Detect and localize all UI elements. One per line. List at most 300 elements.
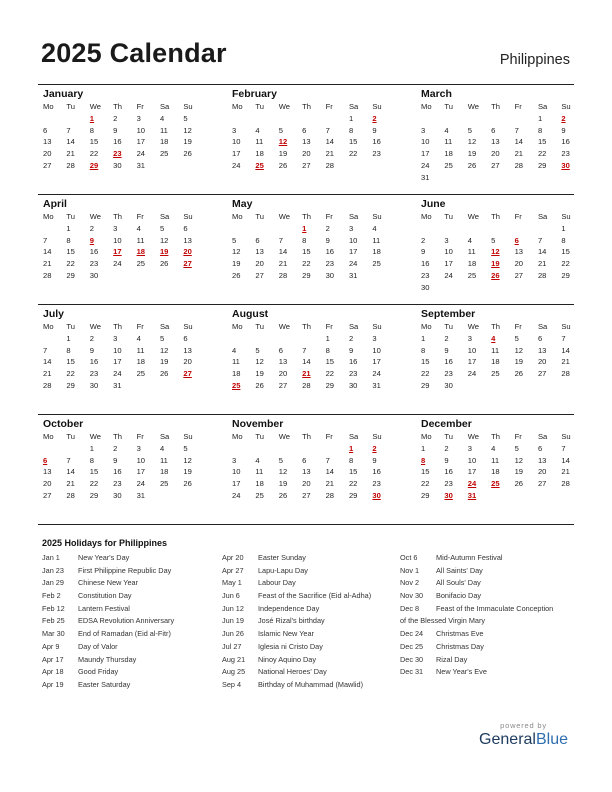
weekday-label: Mo <box>232 102 243 111</box>
holiday-day: 17 <box>113 247 122 257</box>
day-grid <box>421 443 574 502</box>
day-cell: 11 <box>372 235 381 245</box>
weekday-label: Mo <box>232 212 243 221</box>
day-cell: 11 <box>444 137 453 147</box>
day-cell: 27 <box>302 490 311 500</box>
day-cell: 15 <box>421 357 430 367</box>
holiday-day: 27 <box>183 369 192 379</box>
day-cell: 28 <box>561 479 570 489</box>
day-cell: 12 <box>232 247 241 257</box>
day-cell: 18 <box>444 149 453 159</box>
empty-cell <box>232 113 255 125</box>
day-cell: 1 <box>66 333 71 343</box>
weekday-label: Su <box>372 322 382 331</box>
holiday-day: 2 <box>372 113 377 123</box>
day-cell: 31 <box>136 160 146 170</box>
day-cell: 12 <box>159 235 169 245</box>
holiday-day: 6 <box>514 235 519 245</box>
holiday-date: Jul 27 <box>222 641 242 651</box>
day-cell: 14 <box>278 247 288 257</box>
holiday-item <box>42 654 174 667</box>
day-cell: 6 <box>302 125 307 135</box>
day-cell: 2 <box>421 235 426 245</box>
weekday-label: Th <box>302 432 312 441</box>
holiday-item <box>222 641 371 654</box>
day-cell: 2 <box>89 223 95 233</box>
day-cell: 23 <box>421 270 430 280</box>
brand-logo <box>479 721 568 749</box>
month-row <box>38 194 574 304</box>
empty-cell <box>279 443 302 455</box>
day-cell: 10 <box>467 455 477 465</box>
weekday-label: Mo <box>421 212 432 221</box>
holiday-name: Easter Sunday <box>258 553 306 562</box>
day-cell: 11 <box>159 455 168 465</box>
day-cell: 28 <box>43 270 52 280</box>
holiday-day: 23 <box>113 149 122 159</box>
day-cell: 9 <box>421 247 426 257</box>
weekday-label: Fr <box>514 322 522 331</box>
holiday-day: 25 <box>491 479 500 489</box>
weekday-label: Tu <box>255 212 264 221</box>
day-cell: 8 <box>89 125 95 135</box>
day-cell: 12 <box>255 357 264 367</box>
day-cell: 4 <box>491 443 496 453</box>
day-grid <box>43 113 196 172</box>
day-cell: 12 <box>278 467 288 477</box>
holiday-item <box>400 603 553 616</box>
day-cell: 23 <box>89 369 99 379</box>
weekday-label: We <box>278 102 291 111</box>
day-cell: 24 <box>348 259 358 269</box>
weekday-label: Sa <box>537 102 548 111</box>
month-row <box>38 84 574 194</box>
weekday-label: Sa <box>159 322 170 331</box>
day-cell: 1 <box>89 443 95 453</box>
day-cell: 15 <box>302 247 311 257</box>
holiday-name: All Saints' Day <box>436 565 483 575</box>
holiday-item <box>42 615 174 628</box>
holiday-date: Jun 12 <box>222 603 244 613</box>
day-cell: 1 <box>561 223 566 233</box>
day-cell: 5 <box>278 125 284 135</box>
weekday-header <box>232 431 385 443</box>
empty-cell <box>279 223 302 235</box>
weekday-label: Tu <box>66 212 75 221</box>
day-cell: 21 <box>325 479 335 489</box>
day-cell: 6 <box>537 443 543 453</box>
day-grid <box>43 443 196 502</box>
holiday-item <box>222 603 371 616</box>
holiday-date: Feb 25 <box>42 616 65 626</box>
day-cell: 22 <box>302 259 311 269</box>
day-cell: 18 <box>255 479 264 489</box>
day-cell: 9 <box>372 125 377 135</box>
month-row <box>38 304 574 414</box>
day-cell: 19 <box>183 467 192 477</box>
day-cell: 29 <box>537 160 547 170</box>
weekday-label: We <box>278 432 291 441</box>
day-cell: 3 <box>136 113 141 123</box>
holiday-name: Iglesia ni Cristo Day <box>258 641 323 651</box>
day-cell: 28 <box>514 160 524 170</box>
holiday-item <box>222 577 371 590</box>
day-cell: 10 <box>113 345 122 355</box>
holiday-date: Aug 21 <box>222 654 246 664</box>
day-cell: 13 <box>514 247 524 257</box>
weekday-label: Sa <box>537 322 548 331</box>
day-cell: 5 <box>491 235 496 245</box>
day-cell: 5 <box>159 333 165 343</box>
day-cell: 7 <box>537 235 543 245</box>
calendar-grid <box>38 84 574 524</box>
country-name: Philippines <box>499 52 570 68</box>
empty-cell <box>43 443 66 455</box>
day-cell: 24 <box>113 259 122 269</box>
weekday-label: Tu <box>66 102 75 111</box>
day-cell: 2 <box>113 113 118 123</box>
day-cell: 26 <box>255 380 264 390</box>
holiday-item <box>42 577 174 590</box>
weekday-label: We <box>89 432 102 441</box>
day-cell: 26 <box>159 259 169 269</box>
holiday-item <box>222 654 371 667</box>
month-may <box>227 195 385 304</box>
holiday-day: 12 <box>278 137 288 147</box>
holiday-name: Constitution Day <box>78 591 132 601</box>
holiday-day: 19 <box>491 259 500 269</box>
day-cell: 6 <box>183 333 188 343</box>
day-cell: 7 <box>561 333 566 343</box>
day-grid <box>421 333 574 392</box>
day-cell: 17 <box>113 357 122 367</box>
day-cell: 26 <box>232 270 241 280</box>
day-cell: 16 <box>372 137 381 147</box>
day-cell: 27 <box>43 490 52 500</box>
weekday-label: Th <box>113 212 123 221</box>
day-cell: 25 <box>491 369 500 379</box>
holidays-column-3 <box>400 552 553 679</box>
day-cell: 8 <box>66 345 71 355</box>
day-cell: 13 <box>43 467 52 477</box>
day-cell: 19 <box>514 467 524 477</box>
holiday-day: 31 <box>467 490 477 500</box>
day-cell: 2 <box>113 443 118 453</box>
holiday-item <box>42 679 174 692</box>
holiday-name: Ninoy Aquino Day <box>258 654 317 664</box>
day-cell: 8 <box>325 345 330 355</box>
month-january <box>38 85 196 194</box>
weekday-header <box>43 211 196 223</box>
holiday-date: Nov 2 <box>400 578 420 588</box>
day-cell: 22 <box>537 149 547 159</box>
day-cell: 20 <box>278 369 288 379</box>
holiday-date: Feb 12 <box>42 603 65 613</box>
day-cell: 25 <box>444 160 453 170</box>
empty-cell <box>43 333 66 345</box>
day-cell: 17 <box>348 247 358 257</box>
day-cell: 10 <box>421 137 430 147</box>
weekday-label: Su <box>183 432 193 441</box>
holiday-date: Apr 17 <box>42 654 64 664</box>
day-cell: 5 <box>183 113 188 123</box>
weekday-label: Su <box>561 322 571 331</box>
day-cell: 19 <box>467 149 477 159</box>
day-cell: 22 <box>561 259 570 269</box>
day-cell: 16 <box>372 467 381 477</box>
day-cell: 31 <box>421 172 430 182</box>
day-cell: 27 <box>278 380 288 390</box>
weekday-label: Su <box>561 212 571 221</box>
month-name: June <box>421 198 446 210</box>
weekday-header <box>232 321 385 333</box>
day-cell: 3 <box>421 125 426 135</box>
day-cell: 29 <box>421 490 430 500</box>
day-cell: 30 <box>89 380 99 390</box>
month-name: March <box>421 88 452 100</box>
weekday-label: Su <box>183 322 193 331</box>
weekday-label: Su <box>561 432 571 441</box>
day-cell: 20 <box>491 149 500 159</box>
day-cell: 7 <box>66 455 71 465</box>
day-cell: 14 <box>325 137 335 147</box>
day-cell: 16 <box>348 357 358 367</box>
weekday-label: Tu <box>255 432 264 441</box>
day-cell: 28 <box>561 369 570 379</box>
day-cell: 11 <box>491 455 500 465</box>
day-cell: 15 <box>348 467 358 477</box>
empty-cell <box>255 223 278 235</box>
holiday-name: Maundy Thursday <box>78 654 137 664</box>
brand-name-part-1: General <box>479 731 536 748</box>
day-cell: 28 <box>43 380 52 390</box>
holiday-date: Dec 25 <box>400 641 424 651</box>
day-cell: 29 <box>561 270 570 280</box>
day-cell: 25 <box>467 270 477 280</box>
weekday-label: Su <box>372 102 382 111</box>
day-cell: 30 <box>325 270 335 280</box>
day-cell: 1 <box>66 223 71 233</box>
day-cell: 23 <box>372 149 381 159</box>
day-cell: 3 <box>232 125 237 135</box>
day-cell: 3 <box>348 223 354 233</box>
day-grid <box>232 333 385 392</box>
day-cell: 22 <box>89 479 99 489</box>
day-cell: 24 <box>232 160 241 170</box>
day-cell: 2 <box>348 333 354 343</box>
empty-cell <box>43 223 66 235</box>
day-cell: 4 <box>467 235 473 245</box>
holiday-date: Nov 30 <box>400 591 424 601</box>
day-cell: 21 <box>561 357 570 367</box>
day-cell: 31 <box>372 380 381 390</box>
holidays-column-1 <box>42 552 174 692</box>
weekday-label: Sa <box>348 322 359 331</box>
empty-cell <box>421 113 444 125</box>
day-cell: 24 <box>113 369 122 379</box>
day-cell: 15 <box>66 247 75 257</box>
day-cell: 27 <box>302 160 311 170</box>
day-cell: 29 <box>66 380 75 390</box>
page-title: 2025 Calendar <box>41 38 227 68</box>
day-cell: 10 <box>348 235 358 245</box>
weekday-label: Mo <box>43 322 54 331</box>
day-cell: 13 <box>537 345 547 355</box>
day-cell: 26 <box>514 369 524 379</box>
day-cell: 7 <box>325 455 330 465</box>
day-cell: 18 <box>255 149 264 159</box>
day-cell: 1 <box>421 443 426 453</box>
day-grid <box>421 113 574 184</box>
weekday-label: Fr <box>514 432 522 441</box>
day-cell: 8 <box>66 235 71 245</box>
weekday-label: Mo <box>421 432 432 441</box>
day-cell: 31 <box>113 380 122 390</box>
month-name: January <box>43 88 84 100</box>
month-june <box>416 195 574 304</box>
weekday-label: Sa <box>159 102 170 111</box>
holiday-date: Apr 18 <box>42 667 64 677</box>
day-cell: 22 <box>348 479 358 489</box>
holiday-date: Jun 26 <box>222 629 244 639</box>
day-cell: 7 <box>66 125 71 135</box>
day-cell: 10 <box>113 235 122 245</box>
day-cell: 30 <box>444 380 453 390</box>
weekday-header <box>421 101 574 113</box>
day-cell: 4 <box>444 125 449 135</box>
holiday-name: Mid-Autumn Festival <box>436 553 503 562</box>
day-cell: 1 <box>325 333 330 343</box>
empty-cell <box>43 113 66 125</box>
day-cell: 13 <box>278 357 288 367</box>
day-cell: 11 <box>159 125 168 135</box>
day-cell: 9 <box>348 345 354 355</box>
holiday-item <box>222 565 371 578</box>
holiday-day: 2 <box>372 443 377 453</box>
day-cell: 31 <box>348 270 358 280</box>
day-cell: 9 <box>372 455 377 465</box>
weekday-label: Su <box>183 102 193 111</box>
day-cell: 4 <box>232 345 237 355</box>
empty-cell <box>255 333 278 345</box>
weekday-label: Mo <box>43 432 54 441</box>
holiday-name-continued: of the Blessed Virgin Mary <box>400 616 486 626</box>
holiday-item <box>400 666 553 679</box>
day-cell: 29 <box>421 380 430 390</box>
day-cell: 27 <box>491 160 500 170</box>
day-cell: 11 <box>136 345 145 355</box>
holiday-item <box>42 641 174 654</box>
weekday-label: Tu <box>444 322 453 331</box>
month-name: February <box>232 88 277 100</box>
divider <box>38 524 574 525</box>
day-cell: 12 <box>467 137 477 147</box>
holiday-item <box>222 552 371 565</box>
empty-cell <box>66 443 89 455</box>
day-cell: 17 <box>232 479 241 489</box>
weekday-label: Tu <box>66 322 75 331</box>
holiday-name: Easter Saturday <box>78 679 131 689</box>
holiday-date: Apr 27 <box>222 565 244 575</box>
weekday-label: Tu <box>255 102 264 111</box>
day-cell: 10 <box>136 455 146 465</box>
weekday-label: Fr <box>325 102 333 111</box>
weekday-label: Fr <box>136 212 144 221</box>
day-cell: 16 <box>444 467 453 477</box>
month-name: November <box>232 418 284 430</box>
day-cell: 29 <box>66 270 75 280</box>
holidays-column-2 <box>222 552 371 692</box>
day-cell: 16 <box>113 467 122 477</box>
empty-cell <box>66 113 89 125</box>
day-cell: 30 <box>89 270 99 280</box>
day-cell: 21 <box>66 149 75 159</box>
day-cell: 21 <box>43 369 52 379</box>
day-cell: 10 <box>372 345 381 355</box>
holiday-date: Apr 9 <box>42 641 60 651</box>
day-cell: 6 <box>278 345 284 355</box>
holiday-name: Feast of the Sacrifice (Eid al-Adha) <box>258 591 372 601</box>
holiday-day: 30 <box>372 490 381 500</box>
weekday-label: We <box>467 212 480 221</box>
day-cell: 18 <box>136 357 146 367</box>
day-cell: 23 <box>561 149 570 159</box>
day-cell: 8 <box>89 455 95 465</box>
month-october <box>38 415 196 524</box>
day-cell: 30 <box>348 380 358 390</box>
holiday-date: Sep 4 <box>222 679 242 689</box>
day-cell: 11 <box>255 137 264 147</box>
empty-cell <box>255 113 278 125</box>
holiday-name: New Year's Eve <box>436 667 487 677</box>
day-cell: 2 <box>444 443 449 453</box>
day-cell: 13 <box>183 235 192 245</box>
holiday-name: Christmas Eve <box>436 629 484 639</box>
day-grid <box>232 443 385 502</box>
day-cell: 17 <box>136 137 146 147</box>
holiday-item <box>42 666 174 679</box>
day-cell: 14 <box>302 357 311 367</box>
day-cell: 5 <box>278 455 284 465</box>
holiday-name: End of Ramadan (Eid al-Fitr) <box>78 629 171 639</box>
weekday-label: Sa <box>348 102 359 111</box>
day-cell: 28 <box>325 490 335 500</box>
weekday-header <box>43 101 196 113</box>
day-grid <box>232 223 385 282</box>
empty-cell <box>515 113 538 125</box>
holiday-date: Jan 23 <box>42 565 64 575</box>
day-cell: 15 <box>537 137 547 147</box>
weekday-label: Mo <box>43 102 54 111</box>
empty-cell <box>326 443 349 455</box>
holiday-day: 1 <box>348 443 354 453</box>
day-cell: 4 <box>372 223 377 233</box>
day-cell: 16 <box>325 247 335 257</box>
day-cell: 16 <box>561 137 570 147</box>
day-cell: 7 <box>43 235 48 245</box>
day-cell: 27 <box>43 160 52 170</box>
day-cell: 28 <box>302 380 311 390</box>
holiday-day: 30 <box>561 160 570 170</box>
month-name: September <box>421 308 476 320</box>
day-cell: 21 <box>561 467 570 477</box>
day-cell: 17 <box>372 357 381 367</box>
holiday-name: Rizal Day <box>436 654 468 664</box>
day-cell: 19 <box>255 369 264 379</box>
day-cell: 24 <box>136 479 146 489</box>
holiday-name: Lapu-Lapu Day <box>258 565 308 575</box>
day-cell: 24 <box>444 270 453 280</box>
